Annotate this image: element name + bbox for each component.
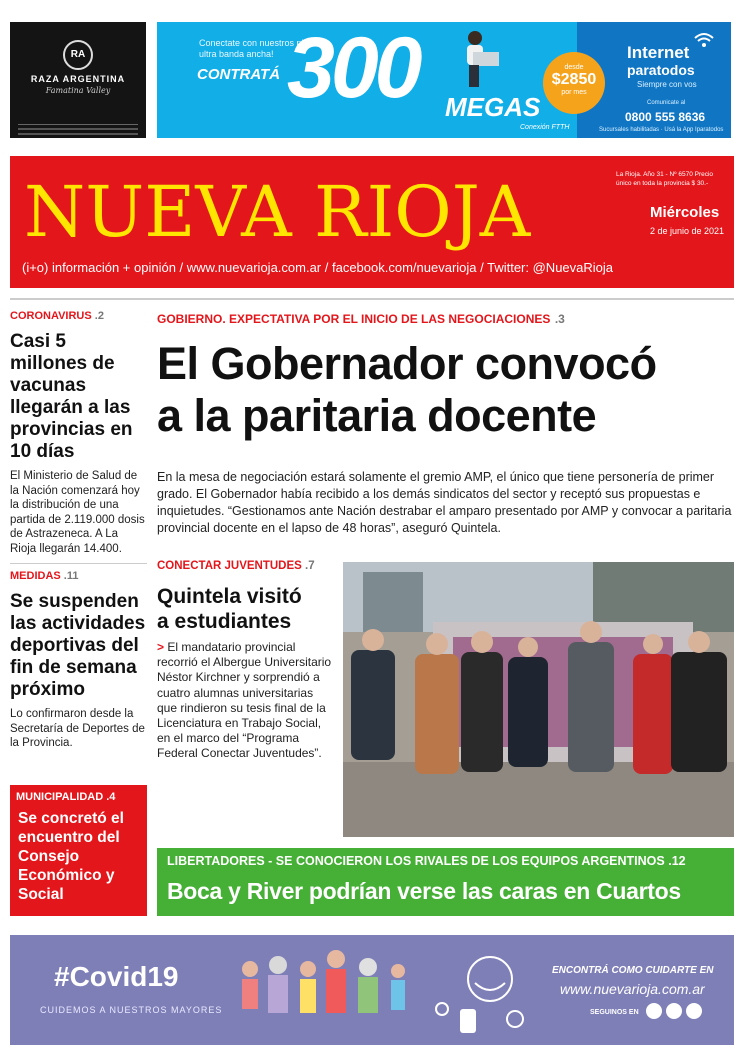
- edition-day: Miércoles: [650, 204, 720, 221]
- second-headline: Quintela visitó a estudiantes: [157, 585, 302, 633]
- main-kicker: GOBIERNO. EXPECTATIVA POR EL INICIO DE LAS NEGOCIACIONES .3: [157, 312, 565, 326]
- second-body: > El mandatario provincial recorrió el Albergue Universitario Néstor Kirchner y sorprendió a cuatro alumnas universitarias que rindieron su tesis final de la Licenciatura en Trabajo Social, en el marco del “Programa Federal Conectar Juventudes”.: [157, 640, 332, 761]
- ad-tagline: Conectate con nuestros planes ultra banda ancha!: [199, 38, 324, 59]
- top-divider: [10, 298, 734, 300]
- ad-fine-print: [18, 124, 138, 138]
- edition-info: La Rioja. Año 31 - Nº 6570 Precio único en toda la provincia $ 30.-: [616, 171, 714, 187]
- ad-script-text: Famatina Valley: [45, 86, 111, 95]
- ad-fiber: Conexión FTTH: [520, 124, 570, 131]
- medidas-kicker: MEDIDAS .11: [10, 570, 79, 582]
- price-badge: [543, 52, 605, 114]
- masthead-tagline[interactable]: (i+o) información + opinión / www.nuevarioja.com.ar / facebook.com/nuevarioja / Twitter: @NuevaRioja: [22, 260, 614, 275]
- covid-ad[interactable]: [10, 935, 734, 1045]
- sports-kicker: LIBERTADORES - SE CONOCIERON LOS RIVALES DE LOS EQUIPOS ARGENTINOS .12: [167, 854, 686, 868]
- twitter-icon[interactable]: [686, 1003, 702, 1019]
- second-kicker: CONECTAR JUVENTUDES .7: [157, 560, 315, 572]
- person-laptop-icon: [453, 28, 503, 88]
- ad-speed: 300: [287, 22, 419, 116]
- covid-hashtag: #Covid19: [54, 961, 179, 992]
- second-story[interactable]: [157, 560, 337, 762]
- medidas-body: Lo confirmaron desde la Secretaría de Deportes de la Provincia.: [10, 708, 145, 749]
- covid-sub: CUIDEMOS A NUESTROS MAYORES: [40, 1005, 223, 1015]
- ad-brand-line2: paratodos: [627, 62, 695, 78]
- medidas-headline: Se suspenden las actividades deportivas del fin de semana próximo: [10, 591, 146, 700]
- covid-cta: ENCONTRÁ COMO CUIDARTE EN: [552, 965, 714, 976]
- covid-body: El Ministerio de Salud de la Nación comenzará hoy la distribución de una partida de 2.119.000 dosis de Astrazeneca. A La Rioja llegarán 14.400.: [10, 470, 145, 555]
- bullet-marker: >: [157, 640, 165, 654]
- masthead: [10, 156, 734, 288]
- ad-phone[interactable]: 0800 555 8636: [625, 110, 706, 124]
- medidas-story[interactable]: [10, 570, 147, 751]
- facebook-icon[interactable]: [646, 1003, 662, 1019]
- instagram-icon[interactable]: [666, 1003, 682, 1019]
- ad-brand-name: RAZA ARGENTINA: [30, 74, 126, 84]
- covid-url[interactable]: www.nuevarioja.com.ar: [560, 981, 705, 997]
- newspaper-title[interactable]: NUEVA RIOJA: [24, 171, 531, 253]
- main-body: En la mesa de negociación estará solamente el gremio AMP, el único que tiene personería de primer grado. El Gobernador había recibido a los demás sindicatos del sector y receptó sus propuestas e inquietudes. “Gestionamos ante Nación destrabar el amparo presentado por AMP y convocar a paritaria provincial docente en el lapso de 48 horas”, aseguró Quintela.: [157, 470, 732, 535]
- people-illustration: [230, 945, 430, 1043]
- price-period: por mes: [561, 89, 587, 96]
- price-value: $2850: [551, 71, 597, 88]
- ad-brand-sub: Siempre con vos: [637, 80, 697, 89]
- ad-internet[interactable]: [157, 22, 731, 138]
- sports-headline: Boca y River podrían verse las caras en Cuartos: [167, 878, 681, 904]
- ad-contact-label: Comunicate al: [647, 100, 686, 106]
- students-photo[interactable]: [343, 562, 734, 837]
- sports-story[interactable]: [157, 848, 734, 916]
- main-headline[interactable]: El Gobernador convocó a la paritaria docente: [157, 338, 657, 441]
- wifi-icon: [693, 32, 715, 48]
- ad-cta: CONTRATÁ: [197, 66, 281, 83]
- ad-brand-line1: Internet: [627, 43, 690, 62]
- covid-kicker: CORONAVIRUS .2: [10, 310, 104, 322]
- hygiene-icon: [430, 949, 550, 1041]
- municipalidad-headline: Se concretó el encuentro del Consejo Económico y Social: [18, 810, 124, 903]
- follow-label: SEGUINOS EN: [590, 1009, 639, 1016]
- municipalidad-kicker: MUNICIPALIDAD .4: [16, 791, 116, 803]
- ad-unit: MEGAS: [445, 92, 541, 122]
- group-photo-illustration: [343, 562, 734, 837]
- price-label: desde: [564, 64, 584, 71]
- divider: [10, 563, 147, 564]
- edition-date: 2 de junio de 2021: [650, 226, 725, 236]
- covid-headline: Casi 5 millones de vacunas llegarán a las provincias en 10 días: [10, 331, 133, 462]
- ad-raza-argentina[interactable]: [10, 22, 146, 138]
- ad-footer: Sucursales habilitadas · Usá la App Iparatodos: [599, 127, 724, 133]
- ra-logo: RA: [63, 40, 93, 70]
- municipalidad-story[interactable]: [10, 785, 147, 916]
- covid-story[interactable]: [10, 310, 147, 556]
